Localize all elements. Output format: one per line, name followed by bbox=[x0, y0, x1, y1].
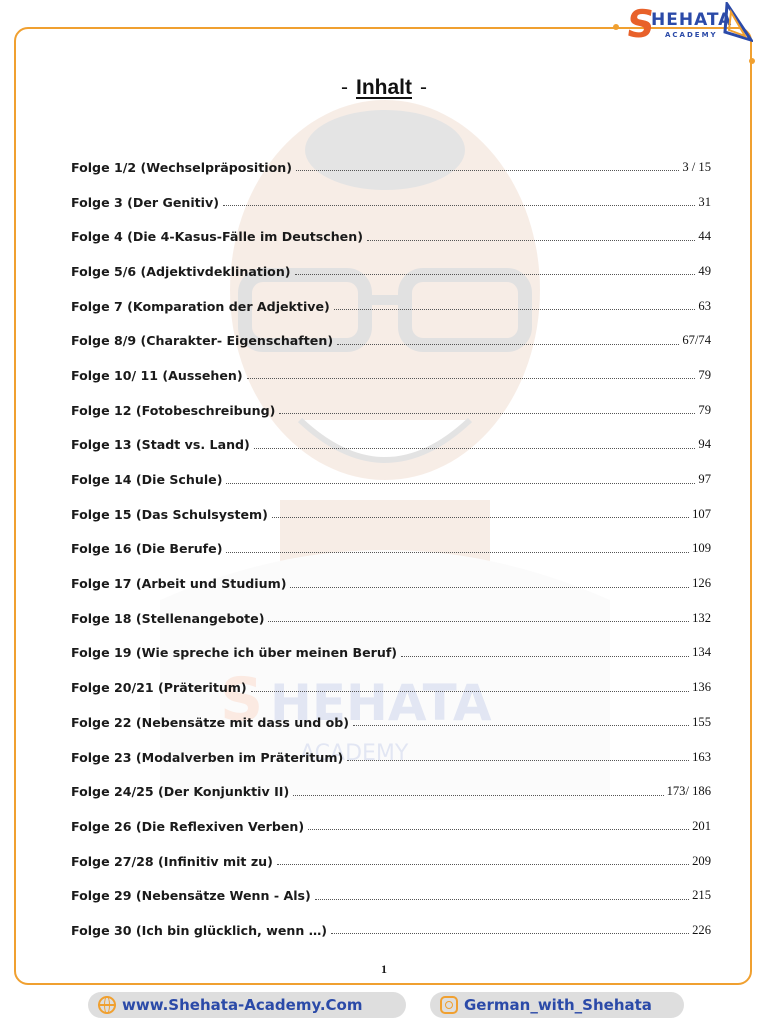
toc-row[interactable] bbox=[71, 393, 711, 428]
logo-subtitle: ACADEMY bbox=[665, 31, 718, 39]
toc-entry-label: Folge 12 (Fotobeschreibung) bbox=[71, 402, 276, 418]
toc-entry-label: Folge 19 (Wie spreche ich über meinen Beruf) bbox=[71, 645, 398, 661]
toc-dot-leader bbox=[296, 159, 679, 171]
toc-row[interactable] bbox=[71, 601, 711, 636]
toc-dot-leader bbox=[347, 749, 689, 761]
toc-entry-page: 209 bbox=[692, 853, 711, 868]
toc-entry-page: 132 bbox=[692, 610, 711, 625]
toc-entry-label: Folge 3 (Der Genitiv) bbox=[71, 194, 219, 210]
toc-entry-label: Folge 7 (Komparation der Adjektive) bbox=[71, 298, 330, 314]
toc-dot-leader bbox=[223, 194, 695, 206]
toc-row[interactable] bbox=[71, 566, 711, 601]
toc-entry-label: Folge 8/9 (Charakter- Eigenschaften) bbox=[71, 333, 334, 349]
toc-entry-page: 201 bbox=[692, 818, 711, 833]
toc-row[interactable] bbox=[71, 774, 711, 809]
toc-row[interactable] bbox=[71, 497, 711, 532]
footer-social[interactable] bbox=[430, 992, 684, 1018]
toc-dot-leader bbox=[337, 333, 679, 345]
toc-row[interactable] bbox=[71, 323, 711, 358]
toc-entry-label: Folge 24/25 (Der Konjunktiv II) bbox=[71, 784, 290, 800]
toc-dot-leader bbox=[315, 888, 689, 900]
logo-letter: S bbox=[623, 2, 658, 46]
toc-row[interactable] bbox=[71, 844, 711, 879]
title-text: Inhalt bbox=[356, 76, 412, 99]
toc-entry-page: 44 bbox=[698, 229, 711, 244]
toc-entry-page: 215 bbox=[692, 888, 711, 903]
toc-row[interactable] bbox=[71, 150, 711, 185]
toc-entry-page: 49 bbox=[698, 263, 711, 278]
toc-dot-leader bbox=[353, 714, 689, 726]
toc-entry-page: 155 bbox=[692, 714, 711, 729]
toc-dot-leader bbox=[247, 367, 696, 379]
toc-entry-label: Folge 27/28 (Infinitiv mit zu) bbox=[71, 853, 273, 869]
toc-dot-leader bbox=[334, 298, 696, 310]
toc-dot-leader bbox=[401, 645, 689, 657]
toc-entry-label: Folge 14 (Die Schule) bbox=[71, 472, 223, 488]
toc-dot-leader bbox=[226, 541, 689, 553]
toc-row[interactable] bbox=[71, 532, 711, 567]
svg-text:S: S bbox=[220, 665, 264, 735]
globe-icon bbox=[98, 996, 116, 1014]
toc-entry-label: Folge 10/ 11 (Aussehen) bbox=[71, 367, 243, 383]
toc-entry-label: Folge 22 (Nebensätze mit dass und ob) bbox=[71, 714, 350, 730]
toc-row[interactable] bbox=[71, 809, 711, 844]
toc-entry-page: 63 bbox=[698, 298, 711, 313]
instagram-icon bbox=[440, 996, 458, 1014]
toc-row[interactable] bbox=[71, 636, 711, 671]
page-title bbox=[0, 76, 768, 100]
toc-entry-label: Folge 13 (Stadt vs. Land) bbox=[71, 437, 250, 453]
toc-entry-page: 126 bbox=[692, 576, 711, 591]
toc-entry-label: Folge 15 (Das Schulsystem) bbox=[71, 506, 268, 522]
toc-entry-page: 226 bbox=[692, 922, 711, 937]
toc-row[interactable] bbox=[71, 913, 711, 948]
title-dash-left: - bbox=[341, 76, 348, 99]
svg-text:ACADEMY: ACADEMY bbox=[300, 741, 409, 766]
toc-dot-leader bbox=[290, 576, 689, 588]
toc-entry-label: Folge 4 (Die 4-Kasus-Fälle im Deutschen) bbox=[71, 229, 363, 245]
toc-entry-page: 67/74 bbox=[682, 333, 711, 348]
toc-dot-leader bbox=[272, 506, 689, 518]
toc-entry-page: 97 bbox=[698, 472, 711, 487]
toc-entry-page: 79 bbox=[698, 367, 711, 382]
toc-entry-page: 107 bbox=[692, 506, 711, 521]
svg-text:HEHATA: HEHATA bbox=[270, 674, 492, 732]
toc-dot-leader bbox=[226, 472, 695, 484]
footer-social-text: German_with_Shehata bbox=[464, 996, 652, 1014]
toc-entry-page: 31 bbox=[698, 194, 711, 209]
toc-entry-label: Folge 23 (Modalverben im Präteritum) bbox=[71, 749, 344, 765]
toc-entry-page: 163 bbox=[692, 749, 711, 764]
toc-entry-label: Folge 5/6 (Adjektivdeklination) bbox=[71, 263, 291, 279]
toc-row[interactable] bbox=[71, 462, 711, 497]
toc-dot-leader bbox=[279, 402, 695, 414]
toc-row[interactable] bbox=[71, 740, 711, 775]
toc-entry-page: 94 bbox=[698, 437, 711, 452]
toc-dot-leader bbox=[293, 784, 663, 796]
footer-website[interactable] bbox=[88, 992, 406, 1018]
toc-entry-page: 3 / 15 bbox=[682, 159, 711, 174]
toc-row[interactable] bbox=[71, 219, 711, 254]
toc-entry-page: 173/ 186 bbox=[666, 784, 711, 799]
toc-dot-leader bbox=[251, 680, 689, 692]
page-number: 1 bbox=[381, 962, 387, 976]
toc-dot-leader bbox=[254, 437, 696, 449]
toc-row[interactable] bbox=[71, 878, 711, 913]
toc-dot-leader bbox=[308, 818, 689, 830]
toc-dot-leader bbox=[268, 610, 689, 622]
toc-entry-label: Folge 1/2 (Wechselpräposition) bbox=[71, 159, 292, 175]
toc-entry-page: 134 bbox=[692, 645, 711, 660]
toc-entry-page: 109 bbox=[692, 541, 711, 556]
footer-website-text: www.Shehata-Academy.Com bbox=[122, 996, 363, 1014]
frame-dot bbox=[749, 58, 755, 64]
logo-name: HEHATA bbox=[651, 10, 733, 30]
toc-dot-leader bbox=[277, 853, 689, 865]
toc-row[interactable] bbox=[71, 428, 711, 463]
toc-entry-page: 136 bbox=[692, 680, 711, 695]
toc-row[interactable] bbox=[71, 358, 711, 393]
toc-row[interactable] bbox=[71, 185, 711, 220]
toc-entry-label: Folge 30 (Ich bin glücklich, wenn …) bbox=[71, 922, 328, 938]
toc-entry-page: 79 bbox=[698, 402, 711, 417]
toc-dot-leader bbox=[331, 922, 689, 934]
logo-triangle-icon bbox=[723, 2, 753, 42]
toc-row[interactable] bbox=[71, 289, 711, 324]
toc-entry-label: Folge 17 (Arbeit und Studium) bbox=[71, 576, 287, 592]
toc-entry-label: Folge 26 (Die Reflexiven Verben) bbox=[71, 818, 305, 834]
toc-row[interactable] bbox=[71, 254, 711, 289]
frame-dot bbox=[613, 24, 619, 30]
toc-dot-leader bbox=[367, 229, 695, 241]
toc-entry-label: Folge 29 (Nebensätze Wenn - Als) bbox=[71, 888, 311, 904]
toc-dot-leader bbox=[295, 263, 696, 275]
title-dash-right: - bbox=[420, 76, 427, 99]
table-of-contents bbox=[71, 150, 711, 948]
toc-entry-label: Folge 18 (Stellenangebote) bbox=[71, 610, 265, 626]
toc-row[interactable] bbox=[71, 670, 711, 705]
brand-logo bbox=[625, 2, 753, 50]
toc-entry-label: Folge 16 (Die Berufe) bbox=[71, 541, 223, 557]
toc-row[interactable] bbox=[71, 705, 711, 740]
toc-entry-label: Folge 20/21 (Präteritum) bbox=[71, 680, 247, 696]
